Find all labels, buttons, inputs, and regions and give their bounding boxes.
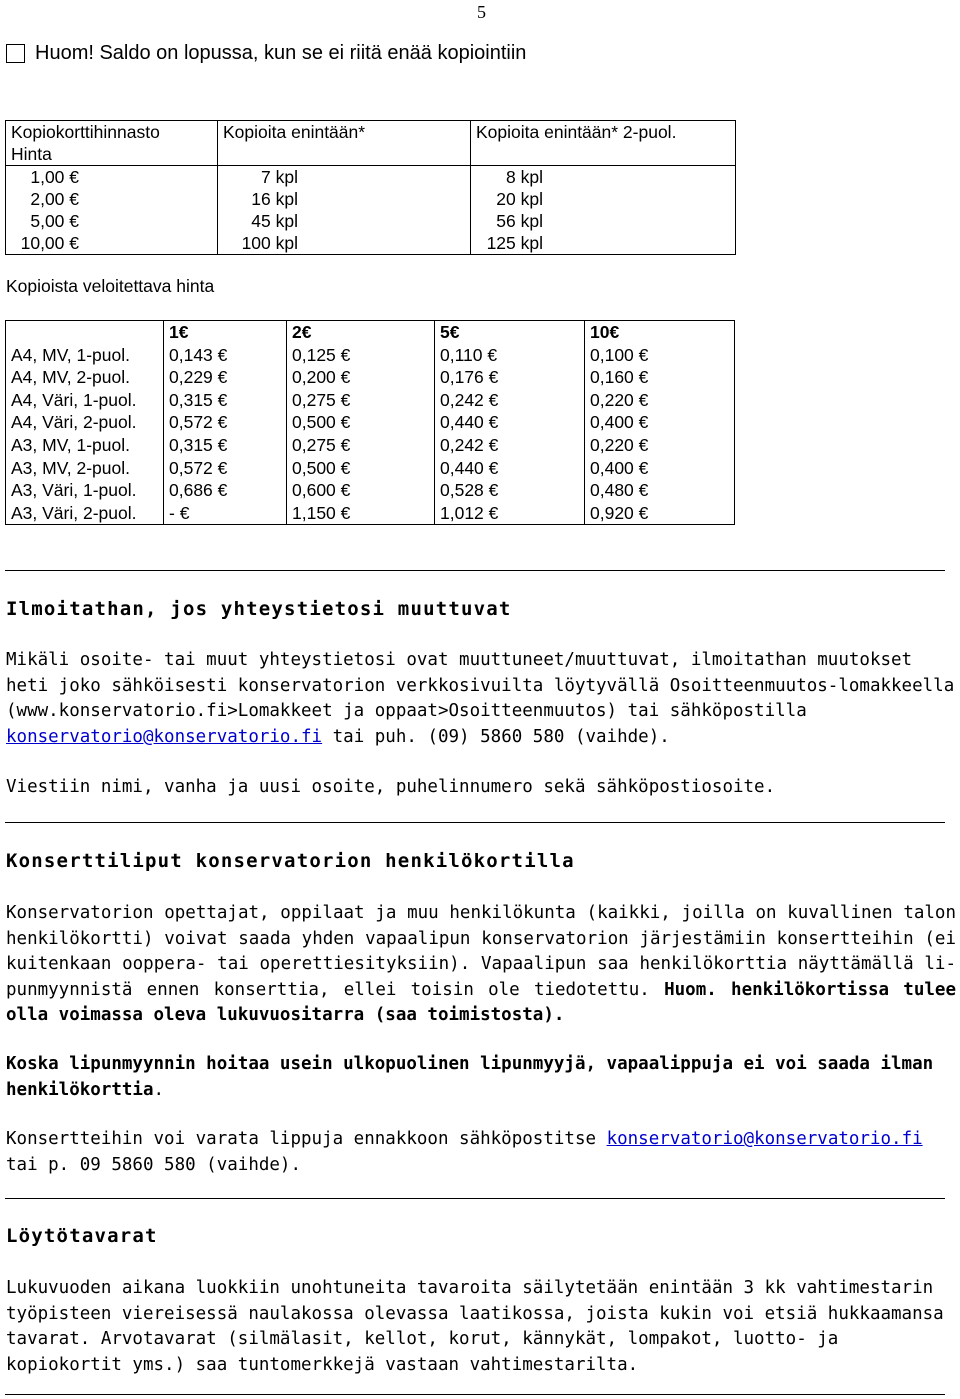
cell: 1,00 € xyxy=(6,166,218,189)
tickets-paragraph-2 xyxy=(6,1052,956,1103)
table-row xyxy=(6,188,736,210)
contact-text: Mikäli osoite- tai muut yhteystietosi ovat muuttuneet/muuttuvat, ilmoitathan muutokset heti joko sähköisesti konservatorion verkkosivuilta löytyvällä Osoitteenmuutos-lomakkeella (www.konservatorio.fi>Lomakkeet ja oppaat>Osoitteenmuutos) tai sähköpostilla xyxy=(6,650,955,721)
page-number: 5 xyxy=(477,2,486,22)
table-row xyxy=(6,479,735,502)
cell: 0,242 € xyxy=(435,434,585,457)
table-header-row xyxy=(6,121,736,144)
cell: 0,315 € xyxy=(164,434,287,457)
lost-paragraph: Lukuvuoden aikana luokkiin unohtuneita tavaroita säilytetään enintään 3 kk vahtimestarin työpisteen viereisessä naulakossa olevassa laatikossa, joista kukin voi etsiä hukkaamansa tavarat. Arvotavarat (silmälasit, kellot, korut, kännykät, lompakot, luotto- ja kopiokortit yms.) saa tuntomerkkejä vastaan vahtimestarilta. xyxy=(6,1278,944,1375)
cell: A3, MV, 2-puol. xyxy=(6,457,164,480)
tickets-phone: tai p. 09 5860 580 (vaihde). xyxy=(6,1154,302,1175)
table-row xyxy=(6,411,735,434)
header-cell: Kopiokorttihinnasto xyxy=(6,121,218,144)
cell: 0,275 € xyxy=(287,389,435,412)
cell: 8 kpl xyxy=(471,166,736,189)
cell: 1,012 € xyxy=(435,502,585,525)
cell: 0,315 € xyxy=(164,389,287,412)
contact-tail: tai puh. (09) 5860 580 (vaihde). xyxy=(332,726,670,747)
cell: A4, MV, 1-puol. xyxy=(6,344,164,367)
cell: 0,400 € xyxy=(585,411,735,434)
cell: 0,400 € xyxy=(585,457,735,480)
table-row xyxy=(6,210,736,232)
cell: A3, MV, 1-puol. xyxy=(6,434,164,457)
tickets-paragraph-3 xyxy=(6,1127,956,1178)
subheader-cell: Hinta xyxy=(6,143,218,166)
cell: A3, Väri, 1-puol. xyxy=(6,479,164,502)
cell: 0,110 € xyxy=(435,344,585,367)
cell: 0,572 € xyxy=(164,411,287,434)
table-subheader-row xyxy=(6,143,736,166)
tickets-paragraph xyxy=(6,901,956,1029)
cell: 0,500 € xyxy=(287,411,435,434)
cell: - € xyxy=(164,502,287,525)
email-link[interactable]: konservatorio@konservatorio.fi xyxy=(606,1129,923,1149)
lost-heading: Löytötavarat xyxy=(6,1225,158,1247)
header-cell: Kopioita enintään* xyxy=(218,121,471,144)
header-cell xyxy=(6,321,164,344)
tickets-bold-text: Koska lipunmyynnin hoitaa usein ulkopuolinen lipunmyyjä, vapaalippuja ei voi saada ilman henkilökorttia xyxy=(6,1054,934,1100)
copy-card-note xyxy=(6,42,526,65)
cell: 0,125 € xyxy=(287,344,435,367)
cell: 0,480 € xyxy=(585,479,735,502)
tickets-note: Huom. henkilökortissa tulee olla voimassa oleva lukuvuositarra (saa toimistosta). xyxy=(6,979,956,1025)
cell: 0,920 € xyxy=(585,502,735,525)
checkbox-icon xyxy=(6,44,25,63)
cell: 0,176 € xyxy=(435,366,585,389)
cell: 0,160 € xyxy=(585,366,735,389)
cell: 2,00 € xyxy=(6,188,218,210)
note-text: Huom! Saldo on lopussa, kun se ei riitä enää kopiointiin xyxy=(35,42,527,64)
tickets-reserve-text: Konsertteihin voi varata lippuja ennakkoon sähköpostitse xyxy=(6,1129,597,1149)
cell: 0,440 € xyxy=(435,411,585,434)
header-cell: 2€ xyxy=(287,321,435,344)
divider xyxy=(5,570,945,571)
cell: 10,00 € xyxy=(6,232,218,255)
cell: 0,200 € xyxy=(287,366,435,389)
table-row xyxy=(6,457,735,480)
table-row xyxy=(6,366,735,389)
cell: 56 kpl xyxy=(471,210,736,232)
header-cell: 10€ xyxy=(585,321,735,344)
cell: 0,600 € xyxy=(287,479,435,502)
copy-card-price-table xyxy=(5,120,736,255)
table-row xyxy=(6,166,736,189)
table-header-row xyxy=(6,321,735,344)
cell: 0,220 € xyxy=(585,389,735,412)
header-cell: 5€ xyxy=(435,321,585,344)
price-table-label: Kopioista veloitettava hinta xyxy=(6,276,215,296)
cell: A4, Väri, 1-puol. xyxy=(6,389,164,412)
cell: 0,242 € xyxy=(435,389,585,412)
cell: A4, MV, 2-puol. xyxy=(6,366,164,389)
divider xyxy=(5,1394,945,1395)
cell: 7 kpl xyxy=(218,166,471,189)
cell: 125 kpl xyxy=(471,232,736,255)
cell: 0,229 € xyxy=(164,366,287,389)
table-row xyxy=(6,344,735,367)
cell: A3, Väri, 2-puol. xyxy=(6,502,164,525)
tickets-heading: Konserttiliput konservatorion henkilökortilla xyxy=(6,850,575,872)
cell: 20 kpl xyxy=(471,188,736,210)
cell: 0,686 € xyxy=(164,479,287,502)
cell: 5,00 € xyxy=(6,210,218,232)
header-cell: Kopioita enintään* 2-puol. xyxy=(471,121,736,144)
cell: 0,528 € xyxy=(435,479,585,502)
table-row xyxy=(6,434,735,457)
cell: 16 kpl xyxy=(218,188,471,210)
tickets-period: . xyxy=(153,1079,165,1100)
cell: 0,143 € xyxy=(164,344,287,367)
cell: 0,100 € xyxy=(585,344,735,367)
tickets-text: Konservatorion opettajat, oppilaat ja muu henkilökunta (kaikki, joilla on kuvallinen talon henkilökortti) voivat saada yhden vapaalipun konservatorion järjestämiin konsertteihin (ei kuitenkaan ooppera- tai operettiesityksiin). Vapaalipun saa henkilökorttia näyttämällä li-punmyynnistä ennen konserttia, ellei toisin ole tiedotettu. xyxy=(6,903,956,1000)
cell: 0,220 € xyxy=(585,434,735,457)
table-row xyxy=(6,502,735,525)
contact-note: Viestiin nimi, vanha ja uusi osoite, puhelinnumero sekä sähköpostiosoite. xyxy=(6,777,776,797)
cell: 1,150 € xyxy=(287,502,435,525)
copy-price-table xyxy=(5,320,735,525)
divider xyxy=(5,822,945,823)
contact-paragraph xyxy=(6,648,956,750)
cell: 0,440 € xyxy=(435,457,585,480)
contact-heading: Ilmoitathan, jos yhteystietosi muuttuvat xyxy=(6,598,512,620)
table-row xyxy=(6,232,736,255)
cell: 45 kpl xyxy=(218,210,471,232)
cell: 0,572 € xyxy=(164,457,287,480)
cell: 0,275 € xyxy=(287,434,435,457)
cell: A4, Väri, 2-puol. xyxy=(6,411,164,434)
divider xyxy=(5,1198,945,1199)
table-row xyxy=(6,389,735,412)
header-cell: 1€ xyxy=(164,321,287,344)
cell: 0,500 € xyxy=(287,457,435,480)
cell: 100 kpl xyxy=(218,232,471,255)
email-link[interactable]: konservatorio@konservatorio.fi xyxy=(6,726,323,747)
